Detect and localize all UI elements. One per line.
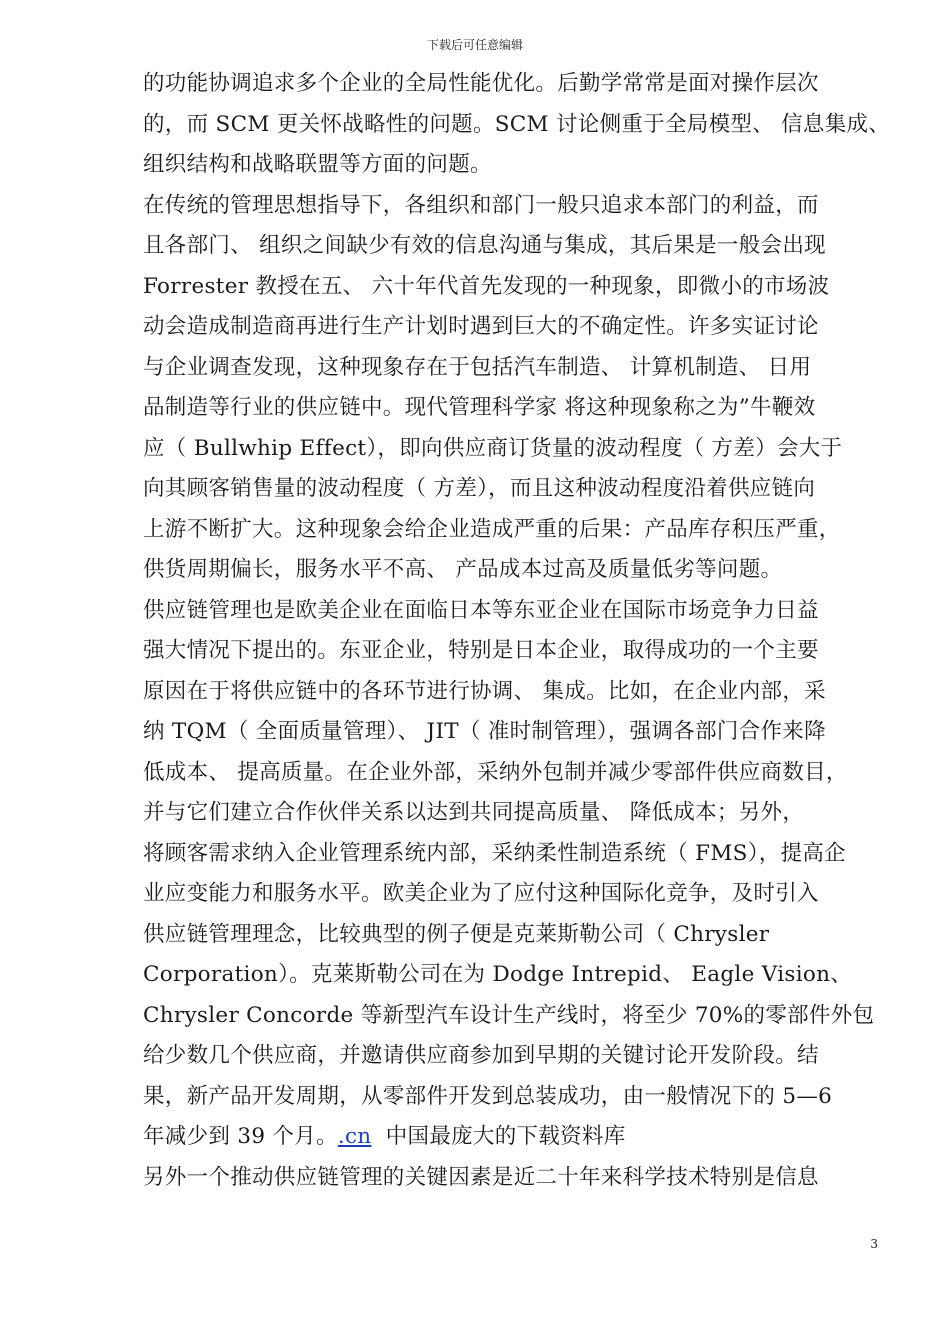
text-line: Corporation）。克莱斯勒公司在为 Dodge Intrepid、 Eagle Vision、: [143, 962, 853, 987]
text-line: 果，新产品开发周期，从零部件开发到总装成功，由一般情况下的 5—6: [143, 1083, 833, 1109]
text-line: 供应链管理理念，比较典型的例子便是克莱斯勒公司（ Chrysler: [143, 921, 770, 947]
text-line: 品制造等行业的供应链中。现代管理科学家 将这种现象称之为”牛鞭效: [143, 395, 816, 420]
text-line: 业应变能力和服务水平。欧美企业为了应付这种国际化竞争，及时引入: [143, 881, 819, 906]
text-line: 将顾客需求纳入企业管理系统内部，采纳柔性制造系统（ FMS），提高企: [143, 840, 846, 866]
text-line: 的，而 SCM 更关怀战略性的问题。SCM 讨论侧重于全局模型、 信息集成、: [143, 111, 891, 137]
text-line: 上游不断扩大。这种现象会给企业造成严重的后果：产品库存积压严重，: [143, 516, 841, 542]
text-line: 动会造成制造商再进行生产计划时遇到巨大的不确定性。许多实证讨论: [143, 314, 819, 339]
text-line: 原因在于将供应链中的各环节进行协调、 集成。比如，在企业内部，采: [143, 678, 826, 704]
page-number: 3: [870, 1237, 878, 1251]
document-body: [143, 64, 891, 1198]
download-site-link[interactable]: .cn: [337, 1124, 372, 1149]
text-line: 另外一个推动供应链管理的关键因素是近二十年来科学技术特别是信息: [143, 1164, 819, 1190]
text-line: 在传统的管理思想指导下，各组织和部门一般只追求本部门的利益，而: [143, 192, 819, 218]
text-line: Chrysler Concorde 等新型汽车设计生产线时，将至少 70%的零部件外包: [143, 1002, 875, 1028]
text-line: 且各部门、 组织之间缺少有效的信息沟通与集成，其后果是一般会出现: [143, 233, 826, 258]
text-line-with-link: [143, 1117, 883, 1158]
text-line: 应（ Bullwhip Effect），即向供应商订货量的波动程度（ 方差）会大于: [143, 435, 843, 461]
text-line: 的功能协调追求多个企业的全局性能优化。后勤学常常是面对操作层次: [143, 71, 819, 96]
text-line: 向其顾客销售量的波动程度（ 方差），而且这种波动程度沿着供应链向: [143, 476, 816, 501]
text-line: 供应链管理也是欧美企业在面临日本等东亚企业在国际市场竞争力日益: [143, 597, 819, 623]
text-line: 供货周期偏长，服务水平不高、 产品成本过高及质量低劣等问题。: [143, 557, 783, 582]
text-line: 给少数几个供应商，并邀请供应商参加到早期的关键讨论开发阶段。结: [143, 1043, 819, 1068]
page-header: 下载后可任意编辑: [426, 38, 523, 52]
text-line: 组织结构和战略联盟等方面的问题。: [143, 152, 492, 177]
text-line: 并与它们建立合作伙伴关系以达到共同提高质量、 降低成本；另外，: [143, 800, 805, 825]
link-caption: 中国最庞大的下载资料库: [371, 1124, 626, 1149]
text-line: 与企业调查发现，这种现象存在于包括汽车制造、 计算机制造、 日用: [143, 354, 812, 380]
text-line: 强大情况下提出的。东亚企业，特别是日本企业，取得成功的一个主要: [143, 638, 819, 663]
text-line: Forrester 教授在五、 六十年代首先发现的一种现象，即微小的市场波: [143, 273, 830, 299]
text-line: 低成本、 提高质量。在企业外部，采纳外包制并减少零部件供应商数目，: [143, 759, 848, 785]
text-line: 纳 TQM（ 全面质量管理）、 JIT（ 准时制管理），强调各部门合作来降: [143, 719, 826, 744]
text-line: 年减少到 39 个月。: [143, 1124, 338, 1149]
